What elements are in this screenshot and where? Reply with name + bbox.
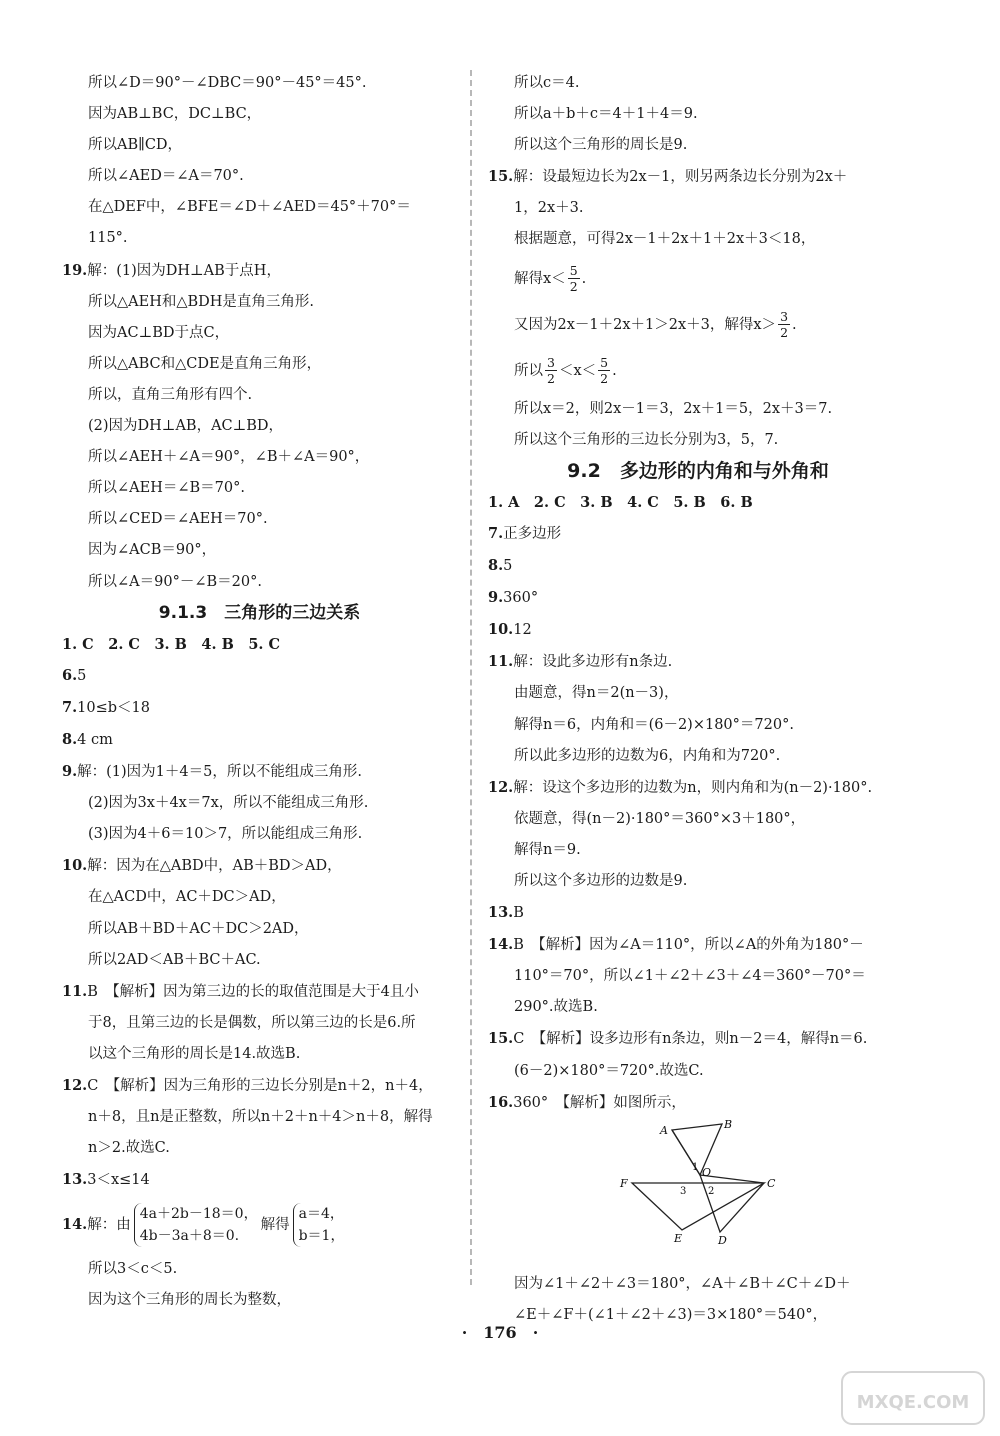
text-line — [62, 850, 457, 882]
question-number: 9. — [62, 763, 78, 781]
text-line — [62, 788, 457, 819]
text-line — [488, 68, 908, 99]
question-number: 9. — [488, 589, 504, 607]
fraction-denominator: 2 — [547, 371, 555, 387]
text-line — [62, 68, 457, 99]
fraction-numerator: 3 — [547, 355, 555, 371]
text-line — [488, 929, 908, 961]
triangle-fce — [632, 1183, 764, 1230]
line-text: 因为∠1＋∠2＋∠3＝180°，∠A＋∠B＋∠C＋∠D＋ — [514, 1275, 851, 1292]
question-number: 8. — [488, 557, 504, 575]
label-angle-2: 2 — [708, 1186, 715, 1197]
question-number: 15. — [488, 1030, 514, 1048]
line-text: 所以∠CED＝∠AEH＝70°. — [88, 511, 268, 528]
text-line — [488, 866, 908, 897]
text-line — [488, 99, 908, 130]
line-text: 所以AB＋BD＋AC＋DC＞2AD， — [88, 920, 309, 937]
text-line — [62, 567, 457, 598]
line-text: 所以 — [514, 362, 543, 379]
label-e: E — [674, 1232, 683, 1245]
line-text: B — [513, 905, 524, 922]
text-line — [488, 425, 908, 456]
text-line — [488, 193, 908, 224]
equation-system-line — [62, 1196, 457, 1254]
fraction-line — [488, 302, 908, 348]
text-line — [62, 99, 457, 130]
watermark-logo — [838, 1368, 988, 1428]
label-c: C — [767, 1177, 776, 1190]
label-angle-1: 1 — [692, 1162, 699, 1173]
line-text: 因为AC⊥BD于点C， — [88, 324, 230, 341]
equation: 4a＋2b－18＝0， — [139, 1206, 258, 1223]
fraction — [778, 309, 790, 340]
fraction-numerator: 5 — [569, 263, 578, 279]
text-line — [62, 161, 457, 192]
line-text: 因为这个三角形的周长为整数， — [88, 1292, 291, 1309]
solution-system — [293, 1203, 345, 1247]
label-b: B — [724, 1120, 733, 1131]
question-number: 13. — [488, 904, 514, 922]
text-line — [62, 976, 457, 1008]
line-text: 360° 【解析】如图所示， — [513, 1094, 686, 1111]
fraction-denominator: 2 — [569, 279, 578, 295]
text-line — [488, 710, 908, 741]
section-title: 9.1.3 三角形的三边关系 — [158, 602, 361, 623]
fraction-line — [488, 348, 908, 394]
question-number: 19. — [62, 261, 88, 279]
line-text: (6－2)×180°＝720°.故选C. — [514, 1062, 704, 1079]
question-number: 10. — [62, 857, 88, 875]
text-line — [62, 914, 457, 945]
text-line — [62, 535, 457, 566]
text-line — [488, 161, 908, 193]
text-line — [488, 550, 908, 582]
column-divider — [470, 70, 472, 1285]
text-line — [62, 504, 457, 535]
line-text: 4 cm — [77, 731, 113, 748]
line-text: 所以3＜c＜5. — [88, 1261, 178, 1278]
fraction — [598, 355, 610, 386]
text-line — [62, 724, 457, 756]
line-text: 所以∠AED＝∠A＝70°. — [88, 168, 244, 185]
text-line — [488, 614, 908, 646]
text-line — [62, 411, 457, 442]
question-number: 7. — [488, 524, 504, 542]
text-line — [62, 660, 457, 692]
text-line — [62, 1133, 457, 1164]
line-text: 在△ACD中，AC＋DC＞AD， — [88, 889, 286, 906]
line-text: 解：设这个多边形的边数为n，则内角和为(n－2)·180°. — [513, 779, 873, 796]
text-line — [488, 992, 908, 1023]
text-line — [62, 1070, 457, 1102]
text-line — [62, 1008, 457, 1039]
equation: 4b－3a＋8＝0. — [139, 1228, 240, 1245]
line-text: 解得x＜ — [514, 270, 566, 287]
line-text: 解得n＝9. — [514, 841, 581, 858]
text-line — [62, 629, 457, 660]
text-line — [488, 678, 908, 709]
line-text: 以这个三角形的周长是14.故选B. — [88, 1045, 301, 1062]
text-line — [488, 897, 908, 929]
text-line — [62, 473, 457, 504]
text-line — [62, 223, 457, 254]
line-text: n＞2.故选C. — [88, 1140, 170, 1157]
line-text: 所以，直角三角形有四个. — [88, 386, 253, 403]
line-text: B 【解析】因为第三边的长的取值范围是大于4且小 — [87, 983, 419, 1000]
line-text: 正多边形 — [503, 525, 562, 542]
line-text: 所以△AEH和△BDH是直角三角形. — [88, 293, 315, 310]
line-text: (3)因为4＋6＝10＞7，所以能组成三角形. — [88, 826, 363, 843]
line-text: ∠E＋∠F＋(∠1＋∠2＋∠3)＝3×180°＝540°， — [514, 1306, 828, 1323]
question-number: 6. — [62, 666, 78, 684]
line-text: 根据题意，可得2x－1＋2x＋1＋2x＋3＜18， — [514, 231, 816, 248]
line-text: 所以∠AEH＝∠B＝70°. — [88, 480, 245, 497]
label-d: D — [718, 1234, 727, 1247]
line-text: 解：设最短边长为2x－1，则另两条边长分别为2x＋ — [513, 169, 848, 186]
text-line — [488, 518, 908, 550]
label-angle-3: 3 — [680, 1186, 687, 1197]
question-number: 12. — [488, 778, 514, 796]
text-line — [62, 1254, 457, 1285]
solution: b＝1， — [298, 1228, 345, 1245]
watermark-text: MXQE.COM — [856, 1392, 970, 1413]
text-line — [62, 318, 457, 349]
text-line — [62, 255, 457, 287]
label-a: A — [660, 1124, 668, 1137]
line-text: 所以这个三角形的周长是9. — [514, 137, 688, 154]
page-number: · 176 · — [461, 1323, 539, 1342]
text-line — [62, 1285, 457, 1316]
line-text: ＜x＜ — [558, 362, 597, 379]
line-text: 于8，且第三边的长是偶数，所以第三边的长是6.所 — [88, 1014, 416, 1031]
text-line — [62, 442, 457, 473]
line-text: 所以此多边形的边数为6，内角和为720°. — [514, 747, 781, 764]
fraction-numerator: 5 — [600, 355, 609, 371]
line-text: 290°.故选B. — [514, 999, 598, 1016]
section-title: 9.2 多边形的内角和与外角和 — [567, 459, 829, 482]
text-line — [488, 804, 908, 835]
line-text: . — [581, 270, 587, 287]
question-number: 10. — [488, 621, 514, 639]
question-number: 13. — [62, 1171, 88, 1189]
fraction-line — [488, 256, 908, 302]
text-line — [62, 692, 457, 724]
line-text: C 【解析】因为三角形的三边长分别是n＋2，n＋4， — [87, 1078, 433, 1094]
text-line — [488, 487, 908, 518]
line-text: 所以x＝2，则2x－1＝3，2x＋1＝5，2x＋3＝7. — [514, 400, 833, 417]
line-text: 所以AB∥CD， — [88, 137, 183, 154]
question-number: 11. — [62, 982, 88, 1000]
line-text: . — [612, 362, 617, 379]
line-text: (2)因为3x＋4x＝7x，所以不能组成三角形. — [88, 795, 369, 812]
text-line — [62, 1164, 457, 1196]
text-line — [62, 349, 457, 380]
fraction — [545, 355, 557, 386]
text-line — [62, 192, 457, 223]
line-text: 由题意，得n＝2(n－3)， — [514, 685, 679, 702]
question-number: 14. — [488, 936, 514, 954]
text-line — [62, 287, 457, 318]
line-text: 所以△ABC和△CDE是直角三角形， — [88, 355, 322, 372]
fraction — [568, 263, 580, 294]
line-text: n＋8，且n是正整数，所以n＋2＋n＋4＞n＋8，解得 — [88, 1109, 433, 1126]
line-text: 1，2x＋3. — [514, 200, 584, 217]
fraction-denominator: 2 — [780, 325, 789, 341]
text-line — [488, 961, 908, 992]
line-text: 解：(1)因为1＋4＝5，所以不能组成三角形. — [77, 764, 362, 781]
text-line — [62, 1102, 457, 1133]
line-text: 又因为2x－1＋2x＋1＞2x＋3，解得x＞ — [514, 316, 777, 333]
line-text: 360° — [503, 590, 539, 607]
line-text: 所以这个三角形的三边长分别为3，5，7. — [514, 431, 779, 448]
line-text: 因为∠ACB＝90°， — [88, 542, 217, 559]
question-number: 16. — [488, 1093, 514, 1111]
question-number: 7. — [62, 698, 78, 716]
line-text: 在△DEF中，∠BFE＝∠D＋∠AED＝45°＋70°＝ — [88, 199, 411, 216]
text-line — [488, 772, 908, 804]
text-line — [488, 1087, 908, 1119]
line-text: 12 — [513, 622, 532, 639]
question-number: 14. — [62, 1216, 88, 1234]
line-text: 解：(1)因为DH⊥AB于点H， — [87, 262, 281, 279]
line-text: 解得n＝6，内角和＝(6－2)×180°＝720°. — [514, 716, 794, 733]
text-line — [488, 224, 908, 255]
line-text: . — [792, 316, 797, 333]
line-text: 所以c＝4. — [514, 75, 580, 91]
question-number: 12. — [62, 1077, 88, 1094]
text-line — [62, 819, 457, 850]
question-number: 11. — [488, 653, 514, 671]
line-text: 解：因为在△ABD中，AB＋BD＞AD， — [87, 858, 342, 875]
line-text: 5 — [77, 667, 87, 684]
line-text: 所以∠AEH＋∠A＝90°，∠B＋∠A＝90°， — [88, 449, 370, 466]
text-line — [488, 741, 908, 772]
line-text: 所以这个多边形的边数是9. — [514, 872, 688, 889]
line-text: 解得 — [260, 1217, 290, 1234]
left-column — [62, 68, 457, 1317]
line-text: 所以∠A＝90°－∠B＝20°. — [88, 573, 262, 590]
line-text: 所以2AD＜AB＋BC＋AC. — [88, 951, 261, 968]
question-number: 15. — [488, 168, 514, 186]
line-text: C 【解析】设多边形有n条边，则n－2＝4，解得n＝6. — [513, 1031, 868, 1048]
label-o: O — [702, 1166, 712, 1179]
question-number: 8. — [62, 730, 78, 748]
line-text: 解：设此多边形有n条边. — [513, 654, 673, 671]
text-line — [488, 130, 908, 161]
text-line — [488, 1269, 908, 1300]
line-text: 115°. — [88, 230, 128, 247]
text-line — [488, 582, 908, 614]
text-line — [488, 1023, 908, 1055]
text-line — [62, 380, 457, 411]
line-text: 解：由 — [87, 1217, 131, 1234]
text-line — [488, 394, 908, 425]
geometry-figure — [612, 1120, 792, 1250]
line-text: 所以∠D＝90°－∠DBC＝90°－45°＝45°. — [88, 75, 367, 91]
line-text: 因为AB⊥BC，DC⊥BC， — [88, 106, 262, 123]
text-line — [488, 646, 908, 678]
fraction-numerator: 3 — [780, 309, 789, 325]
text-line — [62, 756, 457, 788]
label-f: F — [620, 1177, 628, 1190]
text-line — [488, 1056, 908, 1087]
line-text: 110°＝70°，所以∠1＋∠2＋∠3＋∠4＝360°－70°＝ — [514, 968, 866, 985]
line-text: 所以a＋b＋c＝4＋1＋4＝9. — [514, 106, 698, 123]
line-text: 1. A 2. C 3. B 4. C 5. B 6. B — [488, 493, 753, 511]
line-text: 5 — [503, 558, 513, 575]
text-line — [62, 882, 457, 913]
equation-system — [134, 1203, 258, 1247]
line-text: (2)因为DH⊥AB，AC⊥BD， — [88, 418, 284, 435]
text-line — [488, 835, 908, 866]
text-line — [62, 1039, 457, 1070]
line-text: 3＜x≤14 — [87, 1172, 150, 1189]
solution: a＝4， — [298, 1206, 344, 1223]
line-text: 依题意，得(n－2)·180°＝360°×3＋180°， — [514, 810, 806, 827]
line-text: 1. C 2. C 3. B 4. B 5. C — [62, 635, 281, 653]
line-text: 10≤b＜18 — [77, 699, 150, 716]
text-line — [62, 130, 457, 161]
line-text: B 【解析】因为∠A＝110°，所以∠A的外角为180°－ — [513, 937, 864, 954]
text-line — [62, 945, 457, 976]
fraction-denominator: 2 — [600, 371, 609, 387]
